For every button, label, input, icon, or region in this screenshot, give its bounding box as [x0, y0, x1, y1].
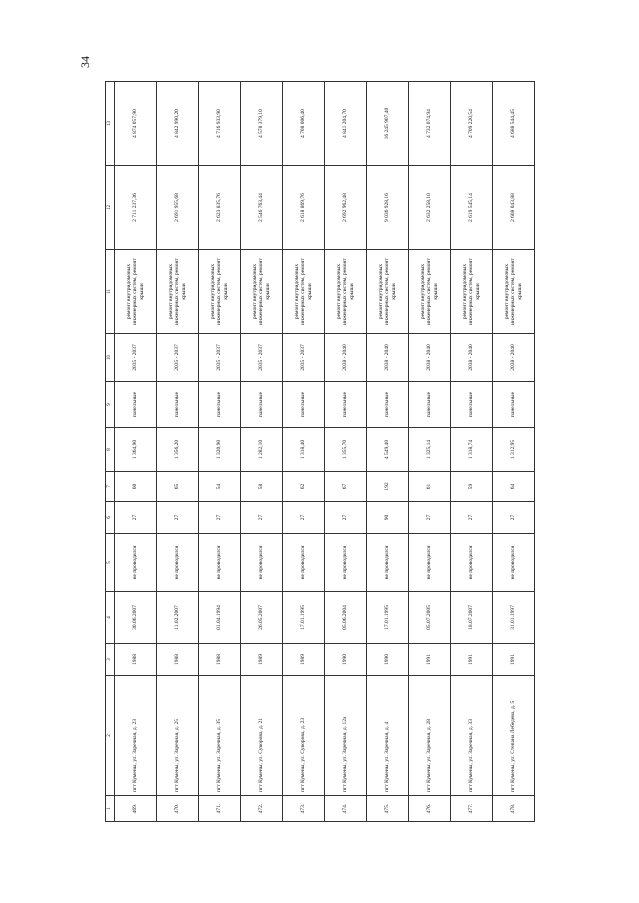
- count-cell: 27: [409, 502, 451, 534]
- column-header: 13: [106, 82, 115, 166]
- total-cell: 4 709 220,54: [451, 82, 493, 166]
- count-cell: 61: [409, 472, 451, 502]
- period-cell: 2035 - 2037: [241, 334, 283, 382]
- column-header: 3: [106, 644, 115, 676]
- count-cell: 64: [493, 472, 535, 502]
- wall-material-cell: панельные: [157, 382, 199, 428]
- date-cell: 30.06.2007: [115, 592, 157, 644]
- status-cell: не проводился: [325, 534, 367, 592]
- wall-material-cell: панельные: [283, 382, 325, 428]
- cost-cell: 2 623 835,76: [199, 166, 241, 250]
- count-cell: 27: [157, 502, 199, 534]
- year-cell: 1991: [409, 644, 451, 676]
- address-cell: пгт Кумены, ул. Заречная, д. 23: [115, 676, 157, 796]
- status-cell: не проводился: [157, 534, 199, 592]
- address-cell: пгт Кумены, ул. Заречная, д. 35: [199, 676, 241, 796]
- year-cell: 1988: [115, 644, 157, 676]
- count-cell: 27: [493, 502, 535, 534]
- status-cell: не проводился: [241, 534, 283, 592]
- total-cell: 4 841 204,70: [325, 82, 367, 166]
- work-type-cell: ремонт внутридомовых инженерных систем, ремонт крыши: [367, 250, 409, 334]
- wall-material-cell: панельные: [451, 382, 493, 428]
- count-cell: 60: [115, 472, 157, 502]
- status-cell: не проводился: [283, 534, 325, 592]
- column-header: 2: [106, 676, 115, 796]
- page-number: 34: [78, 56, 92, 68]
- work-type-cell: ремонт внутридомовых инженерных систем, ремонт крыши: [157, 250, 199, 334]
- count-cell: 27: [241, 502, 283, 534]
- total-cell: 4 842 990,20: [157, 82, 199, 166]
- cost-cell: 2 711 237,36: [115, 166, 157, 250]
- year-cell: 1990: [367, 644, 409, 676]
- wall-material-cell: панельные: [493, 382, 535, 428]
- count-cell: 27: [283, 502, 325, 534]
- column-header: 1: [106, 796, 115, 822]
- row-number: 478.: [493, 796, 535, 822]
- table-row: [157, 82, 199, 822]
- table-row: [115, 82, 157, 822]
- area-cell: 1 318,74: [451, 428, 493, 472]
- count-cell: 58: [241, 472, 283, 502]
- count-cell: 54: [199, 472, 241, 502]
- table-row: [325, 82, 367, 822]
- count-cell: 27: [199, 502, 241, 534]
- date-cell: 31.01.1997: [493, 592, 535, 644]
- period-cell: 2038 - 2040: [493, 334, 535, 382]
- period-cell: 2035 - 2037: [283, 334, 325, 382]
- year-cell: 1988: [157, 644, 199, 676]
- address-cell: пгт Кумены, ул. Заречная, д. 28: [409, 676, 451, 796]
- date-cell: 18.07.2007: [451, 592, 493, 644]
- period-cell: 2038 - 2040: [325, 334, 367, 382]
- table-row: [241, 82, 283, 822]
- column-header: 6: [106, 502, 115, 534]
- address-cell: пгт Кумены, ул. Степана Лебедева, д. 5: [493, 676, 535, 796]
- table-row: [367, 82, 409, 822]
- total-cell: 16 245 907,40: [367, 82, 409, 166]
- year-cell: 1991: [493, 644, 535, 676]
- cost-cell: 9 036 928,16: [367, 166, 409, 250]
- work-type-cell: ремонт внутридомовых инженерных систем, ремонт крыши: [493, 250, 535, 334]
- count-cell: 27: [451, 502, 493, 534]
- column-header: 10: [106, 334, 115, 382]
- date-cell: 01.04.1994: [199, 592, 241, 644]
- cost-cell: 2 692 962,48: [325, 166, 367, 250]
- column-header: 11: [106, 250, 115, 334]
- area-cell: 1 356,20: [157, 428, 199, 472]
- cost-cell: 2 691 955,68: [157, 166, 199, 250]
- row-number: 471.: [199, 796, 241, 822]
- period-cell: 2038 - 2040: [367, 334, 409, 382]
- row-number: 469.: [115, 796, 157, 822]
- year-cell: 1991: [451, 644, 493, 676]
- count-cell: 67: [325, 472, 367, 502]
- date-cell: 17.01.1995: [283, 592, 325, 644]
- year-cell: 1989: [283, 644, 325, 676]
- address-cell: пгт Кумены, ул. Заречная, д. 33: [451, 676, 493, 796]
- address-cell: пгт Кумены, ул. Заречная, д. 25: [157, 676, 199, 796]
- address-cell: пгт Кумены, ул. Суворова, д. 23: [283, 676, 325, 796]
- row-number: 477.: [451, 796, 493, 822]
- column-header: 9: [106, 382, 115, 428]
- year-cell: 1988: [199, 644, 241, 676]
- cost-cell: 2 618 869,76: [283, 166, 325, 250]
- header-row: [106, 82, 115, 822]
- work-type-cell: ремонт внутридомовых инженерных систем, ремонт крыши: [241, 250, 283, 334]
- total-cell: 4 874 057,90: [115, 82, 157, 166]
- table-row: [199, 82, 241, 822]
- table-row: [409, 82, 451, 822]
- date-cell: 05.07.2005: [409, 592, 451, 644]
- period-cell: 2038 - 2040: [409, 334, 451, 382]
- wall-material-cell: панельные: [367, 382, 409, 428]
- table-row: [283, 82, 325, 822]
- cost-cell: 2 632 258,10: [409, 166, 451, 250]
- work-type-cell: ремонт внутридомовых инженерных систем, ремонт крыши: [325, 250, 367, 334]
- wall-material-cell: панельные: [115, 382, 157, 428]
- row-number: 476.: [409, 796, 451, 822]
- column-header: 4: [106, 592, 115, 644]
- status-cell: не проводился: [367, 534, 409, 592]
- work-type-cell: ремонт внутридомовых инженерных систем, ремонт крыши: [199, 250, 241, 334]
- total-cell: 4 688 544,45: [493, 82, 535, 166]
- date-cell: 17.01.1995: [367, 592, 409, 644]
- area-cell: 1 318,40: [283, 428, 325, 472]
- year-cell: 1989: [241, 644, 283, 676]
- cost-cell: 2 619 545,14: [451, 166, 493, 250]
- work-type-cell: ремонт внутридомовых инженерных систем, ремонт крыши: [451, 250, 493, 334]
- wall-material-cell: панельные: [325, 382, 367, 428]
- cost-cell: 2 546 763,44: [241, 166, 283, 250]
- date-cell: 26.05.2007: [241, 592, 283, 644]
- area-cell: 1 364,90: [115, 428, 157, 472]
- count-cell: 62: [283, 472, 325, 502]
- row-number: 475.: [367, 796, 409, 822]
- wall-material-cell: панельные: [409, 382, 451, 428]
- count-cell: 27: [115, 502, 157, 534]
- status-cell: не проводился: [409, 534, 451, 592]
- date-cell: 05.06.2004: [325, 592, 367, 644]
- year-cell: 1990: [325, 644, 367, 676]
- area-cell: 1 320,90: [199, 428, 241, 472]
- column-header: 7: [106, 472, 115, 502]
- total-cell: 4 578 379,10: [241, 82, 283, 166]
- table-row: [451, 82, 493, 822]
- work-type-cell: ремонт внутридомовых инженерных систем, ремонт крыши: [283, 250, 325, 334]
- wall-material-cell: панельные: [241, 382, 283, 428]
- table-row: [493, 82, 535, 822]
- row-number: 473.: [283, 796, 325, 822]
- address-cell: пгт Кумены, ул. Заречная, д. 12а: [325, 676, 367, 796]
- period-cell: 2035 - 2037: [199, 334, 241, 382]
- work-type-cell: ремонт внутридомовых инженерных систем, ремонт крыши: [115, 250, 157, 334]
- work-type-cell: ремонт внутридомовых инженерных систем, ремонт крыши: [409, 250, 451, 334]
- count-cell: 192: [367, 472, 409, 502]
- date-cell: 11.02.2007: [157, 592, 199, 644]
- total-cell: 4 732 074,94: [409, 82, 451, 166]
- address-cell: пгт Кумены, ул. Суворова, д. 21: [241, 676, 283, 796]
- area-cell: 1 282,10: [241, 428, 283, 472]
- row-number: 470.: [157, 796, 199, 822]
- count-cell: 27: [325, 502, 367, 534]
- status-cell: не проводился: [451, 534, 493, 592]
- wall-material-cell: панельные: [199, 382, 241, 428]
- housing-registry-table: [105, 81, 535, 822]
- column-header: 8: [106, 428, 115, 472]
- count-cell: 59: [451, 472, 493, 502]
- status-cell: не проводился: [493, 534, 535, 592]
- period-cell: 2038 - 2040: [451, 334, 493, 382]
- column-header: 5: [106, 534, 115, 592]
- period-cell: 2035 - 2037: [157, 334, 199, 382]
- count-cell: 65: [157, 472, 199, 502]
- area-cell: 1 325,14: [409, 428, 451, 472]
- status-cell: не проводился: [199, 534, 241, 592]
- rotated-table-wrapper: [105, 82, 535, 822]
- area-cell: 1 312,95: [493, 428, 535, 472]
- table-body: [115, 82, 535, 822]
- row-number: 472.: [241, 796, 283, 822]
- area-cell: 1 355,70: [325, 428, 367, 472]
- area-cell: 4 549,40: [367, 428, 409, 472]
- total-cell: 4 716 933,90: [199, 82, 241, 166]
- column-header: 12: [106, 166, 115, 250]
- period-cell: 2035 - 2037: [115, 334, 157, 382]
- status-cell: не проводился: [115, 534, 157, 592]
- address-cell: пгт Кумены, ул. Заречная, д. 4: [367, 676, 409, 796]
- cost-cell: 2 608 043,88: [493, 166, 535, 250]
- row-number: 474.: [325, 796, 367, 822]
- count-cell: 90: [367, 502, 409, 534]
- total-cell: 4 708 006,40: [283, 82, 325, 166]
